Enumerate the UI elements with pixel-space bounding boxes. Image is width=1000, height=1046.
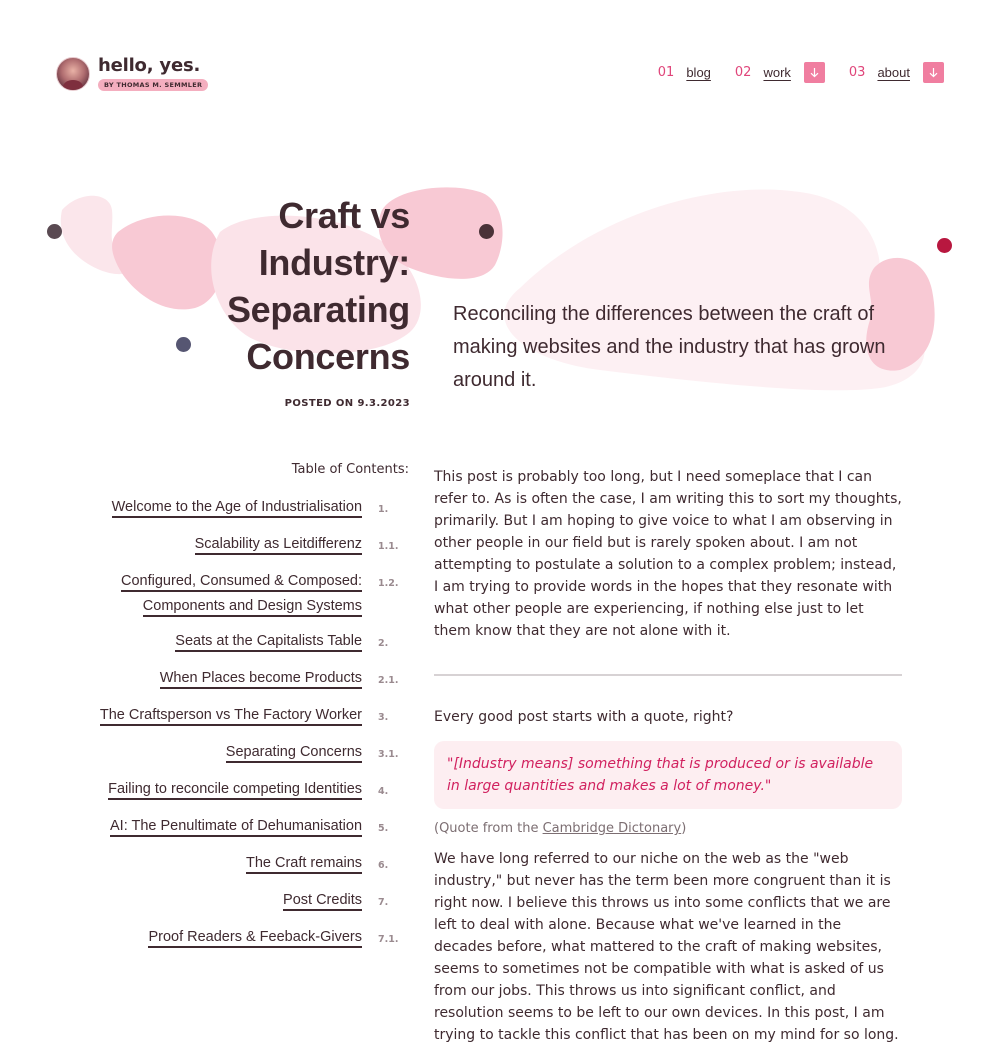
home-link[interactable] <box>56 56 208 91</box>
site-header <box>0 0 1000 120</box>
toc-link[interactable]: The Craft remains <box>60 851 362 876</box>
intro-paragraph: This post is probably too long, but I need someplace that I can refer to. As is often the case, I am writing this to sort my thoughts, primarily. But I am hoping to give voice to what I am observing in other people in our field but is rarely spoken about. I am not attempting to postulate a solution to a complex problem; instead, I am trying to provide words in the hopes that they resonate with what other people are experiencing, if nothing else just to let them know that they are not alone with it. <box>434 469 902 639</box>
toc-item <box>60 703 412 730</box>
toc-link[interactable]: Scalability as Leitdifferenz <box>60 532 362 557</box>
toc-link[interactable]: Post Credits <box>60 888 362 913</box>
quote-source <box>434 821 902 836</box>
title-block <box>110 192 410 409</box>
nav-item-work <box>735 62 825 83</box>
nav-link-work[interactable]: work <box>763 65 791 80</box>
toc-number: 3.1. <box>378 749 399 760</box>
toc-item <box>60 569 412 619</box>
toc-number: 1.1. <box>378 541 399 552</box>
decor-dot <box>937 238 952 253</box>
article-body <box>434 466 902 1046</box>
nav-link-blog[interactable]: blog <box>686 65 711 80</box>
toc-item <box>60 888 412 915</box>
toc-item <box>60 925 412 952</box>
toc-number: 1.2. <box>378 578 399 589</box>
section-divider <box>434 674 902 676</box>
toc-item <box>60 495 412 522</box>
work-dropdown-button[interactable] <box>804 62 825 83</box>
nav-item-blog <box>658 65 711 80</box>
toc-item <box>60 851 412 878</box>
toc-list <box>60 495 412 952</box>
nav-number: 02 <box>734 65 752 80</box>
nav-link-about[interactable]: about <box>877 65 910 80</box>
post-lead: Reconciling the differences between the craft of making websites and the industry that has grown around it. <box>453 303 886 391</box>
toc-link[interactable]: AI: The Penultimate of Dehumanisation <box>60 814 362 839</box>
post-title-line: Concerns <box>246 336 410 377</box>
table-of-contents <box>60 462 412 962</box>
source-suffix: ) <box>681 821 687 836</box>
toc-number: 7.1. <box>378 934 399 945</box>
toc-item <box>60 740 412 767</box>
toc-item <box>60 532 412 559</box>
toc-link[interactable]: Welcome to the Age of Industrialisation <box>60 495 362 520</box>
toc-link[interactable]: Configured, Consumed & Composed: Components and Design Systems <box>60 569 362 619</box>
toc-link[interactable]: Failing to reconcile competing Identities <box>60 777 362 802</box>
nav-item-about <box>849 62 944 83</box>
toc-number: 5. <box>378 823 389 834</box>
toc-number: 2. <box>378 638 389 649</box>
post-hero <box>0 170 1000 430</box>
toc-link[interactable]: Seats at the Capitalists Table <box>60 629 362 654</box>
toc-number: 6. <box>378 860 389 871</box>
toc-link[interactable]: The Craftsperson vs The Factory Worker <box>60 703 362 728</box>
quote-intro: Every good post starts with a quote, right? <box>434 709 734 725</box>
toc-link[interactable]: When Places become Products <box>60 666 362 691</box>
nav-number: 03 <box>848 65 866 80</box>
toc-link[interactable]: Separating Concerns <box>60 740 362 765</box>
toc-title: Table of Contents: <box>291 462 409 477</box>
post-date: POSTED ON 9.3.2023 <box>284 398 410 409</box>
author-byline-badge: BY THOMAS M. SEMMLER <box>98 79 208 91</box>
body-paragraph: We have long referred to our niche on the web as the "web industry," but never has the term been more congruent than it is right now. I believe this throws us into some conflicts that we are left to deal with alone. Because what we've learned in the decades before, what mattered to the craft of making websites, seems to sometimes not be compatible with what is asked of us from our jobs. This throws us into significant conflict, and resolution seems to be left to our own devices. In this post, I am trying to tackle this conflict that has been on my mind for so long. <box>434 851 899 1043</box>
toc-item <box>60 629 412 656</box>
brand-text <box>98 56 208 91</box>
arrow-down-icon <box>809 67 820 78</box>
toc-item <box>60 777 412 804</box>
toc-link[interactable]: Proof Readers & Feeback-Givers <box>60 925 362 950</box>
source-prefix: (Quote from the <box>434 821 543 836</box>
avatar <box>56 57 90 91</box>
post-title-line: Separating <box>226 289 410 330</box>
dictionary-quote: "[Industry means] something that is produced or is available in large quantities and makes a lot of money." <box>434 741 902 809</box>
cambridge-dictionary-link[interactable]: Cambridge Dictonary <box>542 821 682 836</box>
toc-number: 4. <box>378 786 389 797</box>
decor-dot <box>47 224 62 239</box>
decor-dot <box>479 224 494 239</box>
post-title-line: Industry: <box>258 242 410 283</box>
arrow-down-icon <box>928 67 939 78</box>
post-title-line: Craft vs <box>278 195 410 236</box>
toc-item <box>60 814 412 841</box>
toc-number: 7. <box>378 897 389 908</box>
about-dropdown-button[interactable] <box>923 62 944 83</box>
toc-number: 1. <box>378 504 389 515</box>
post-title <box>110 192 410 380</box>
toc-number: 3. <box>378 712 389 723</box>
main-nav <box>634 62 944 83</box>
nav-number: 01 <box>657 65 675 80</box>
site-title: hello, yes. <box>98 55 201 76</box>
toc-number: 2.1. <box>378 675 399 686</box>
toc-item <box>60 666 412 693</box>
